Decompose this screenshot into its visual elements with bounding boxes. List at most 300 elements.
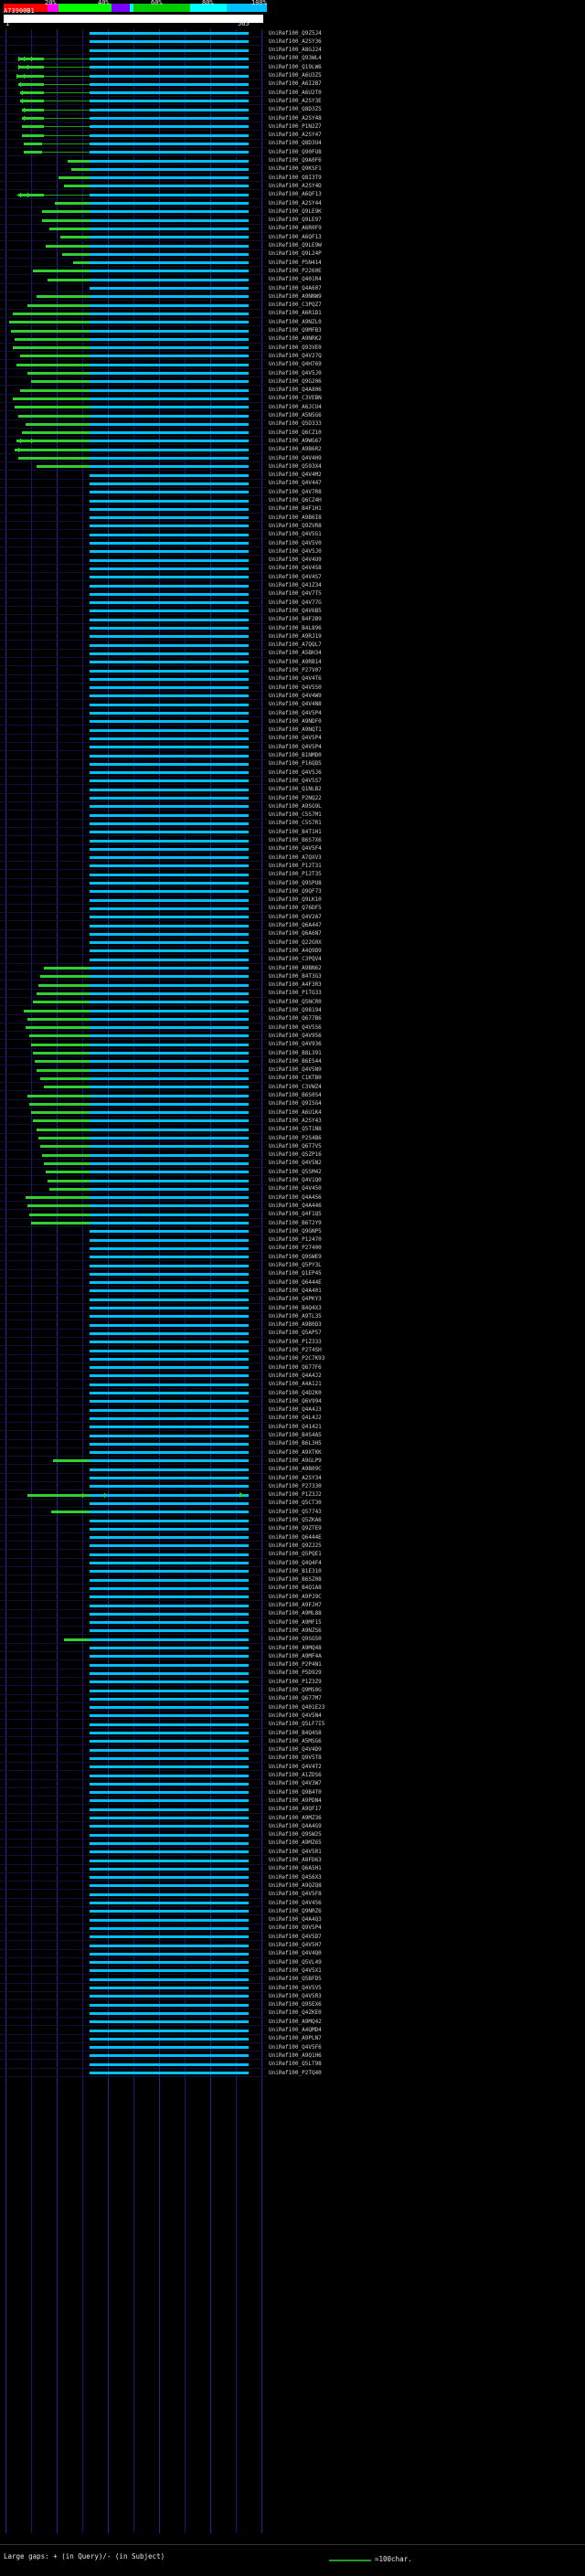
hit-label[interactable]: UniRef100_A9RJ19 (269, 632, 322, 640)
hsp-bar[interactable] (90, 75, 249, 78)
hsp-bar[interactable] (90, 1358, 249, 1361)
hsp-bar[interactable] (90, 168, 249, 171)
hsp-bar[interactable] (90, 176, 249, 179)
hit-label[interactable]: UniRef100_A9Q1H6 (269, 2051, 322, 2059)
hit-label[interactable]: UniRef100_Q4V4Q0 (269, 1950, 322, 1957)
hit-label[interactable]: UniRef100_A9MQ42 (269, 2018, 322, 2025)
hit-label[interactable]: UniRef100_Q9ZTE9 (269, 1525, 322, 1532)
hsp-bar[interactable] (90, 1392, 249, 1394)
hsp-bar[interactable] (90, 185, 249, 187)
hit-label[interactable]: UniRef100_A9FJH7 (269, 1602, 322, 1608)
hit-label[interactable]: UniRef100_Q90FU8 (269, 148, 322, 155)
hit-label[interactable]: UniRef100_Q6A447 (269, 922, 322, 928)
hit-label[interactable]: UniRef100_P2NQ22 (269, 794, 322, 801)
hit-label[interactable]: UniRef100_Q9ZJ25 (269, 1542, 322, 1549)
hsp-bar[interactable] (90, 91, 249, 94)
hit-label[interactable]: UniRef100_Q4V5S6 (269, 1023, 322, 1031)
hit-label[interactable]: UniRef100_Q5CT30 (269, 1500, 322, 1507)
hit-label[interactable]: UniRef100_A9MZ65 (269, 1839, 322, 1847)
hit-label[interactable]: UniRef100_Q9L24P (269, 250, 322, 258)
hsp-bar[interactable] (90, 143, 249, 145)
hit-label[interactable]: UniRef100_A4A121 (269, 1381, 322, 1388)
hit-label[interactable]: UniRef100_P16QD5 (269, 760, 322, 768)
hit-label[interactable]: UniRef100_Q9G206 (269, 377, 322, 385)
hit-label[interactable]: UniRef100_Q4V936 (269, 1041, 322, 1048)
hsp-bar[interactable] (90, 1860, 249, 1862)
hsp-bar[interactable] (90, 720, 249, 723)
hit-label[interactable]: UniRef100_B6L3H5 (269, 1440, 322, 1447)
hsp-bar[interactable] (90, 406, 249, 408)
hit-label[interactable]: UniRef100_Q4V5S0 (269, 684, 322, 691)
hit-label[interactable]: UniRef100_Q4V7R8 (269, 488, 322, 495)
hit-label[interactable]: UniRef100_Q5SM42 (269, 1168, 322, 1175)
hsp-bar[interactable] (90, 1910, 249, 1913)
hsp-bar[interactable] (90, 1086, 249, 1088)
hsp-bar[interactable] (90, 415, 249, 418)
hit-label[interactable]: UniRef100_P2P4N1 (269, 1661, 322, 1669)
hsp-bar[interactable] (90, 1485, 249, 1488)
hit-label[interactable]: UniRef100_Q4A607 (269, 284, 322, 292)
hsp-bar[interactable] (90, 1230, 249, 1233)
hsp-bar[interactable] (90, 1307, 249, 1309)
hsp-bar[interactable] (90, 941, 249, 944)
hsp-bar[interactable] (90, 210, 249, 213)
hit-label[interactable]: UniRef100_B1E310 (269, 1567, 322, 1574)
hsp-bar[interactable] (90, 1350, 249, 1352)
hit-label[interactable]: UniRef100_A9BN62 (269, 964, 322, 971)
hit-label[interactable]: UniRef100_A7QXV3 (269, 853, 322, 861)
hit-label[interactable]: UniRef100_B4Q4X3 (269, 1304, 322, 1311)
hit-label[interactable]: UniRef100_A5BH34 (269, 650, 322, 657)
hsp-bar[interactable] (90, 2063, 249, 2066)
hit-label[interactable]: UniRef100_Q5LF7I5 (269, 1721, 325, 1728)
hsp-bar[interactable] (90, 864, 249, 867)
hsp-bar[interactable] (90, 1664, 249, 1667)
hit-label[interactable]: UniRef100_Q4D2K0 (269, 1389, 322, 1396)
hit-label[interactable]: UniRef100_Q4A4Q3 (269, 1916, 322, 1924)
hsp-bar[interactable] (90, 644, 249, 647)
hsp-bar[interactable] (90, 635, 249, 638)
hsp-bar[interactable] (90, 1188, 249, 1191)
hit-label[interactable]: UniRef100_Q4V5J0 (269, 369, 322, 376)
hit-label[interactable]: UniRef100_Q19LW6 (269, 63, 322, 70)
hit-label[interactable]: UniRef100_P1Z3Z9 (269, 1678, 322, 1685)
hsp-bar[interactable] (90, 1324, 249, 1327)
hsp-bar[interactable] (90, 2004, 249, 2007)
hsp-bar[interactable] (90, 916, 249, 918)
hsp-bar[interactable] (90, 1111, 249, 1114)
hsp-bar[interactable] (90, 194, 249, 196)
hsp-bar[interactable] (90, 1289, 249, 1292)
hsp-bar[interactable] (90, 1553, 249, 1556)
hsp-bar[interactable] (90, 1095, 249, 1097)
hsp-bar[interactable] (90, 2046, 249, 2049)
hit-label[interactable]: UniRef100_Q5PY3L (269, 1262, 322, 1268)
hsp-bar[interactable] (90, 287, 249, 290)
hit-label[interactable]: UniRef100_B4F1H1 (269, 505, 322, 513)
hsp-bar[interactable] (90, 619, 249, 621)
hit-label[interactable]: UniRef100_B1NMD0 (269, 752, 322, 758)
hit-label[interactable]: UniRef100_B4F2B9 (269, 616, 322, 623)
hit-label[interactable]: UniRef100_A9MZ36 (269, 1814, 322, 1821)
hit-label[interactable]: UniRef100_Q4V4T6 (269, 675, 322, 683)
hit-label[interactable]: UniRef100_Q4V2A7 (269, 913, 322, 920)
hsp-bar[interactable] (90, 117, 249, 120)
hsp-bar[interactable] (90, 1791, 249, 1794)
hit-label[interactable]: UniRef100_A5MSG6 (269, 1737, 322, 1744)
hit-label[interactable]: UniRef100_P27V07 (269, 667, 322, 673)
hsp-bar[interactable] (90, 1435, 249, 1437)
hit-label[interactable]: UniRef100_Q9GNP5 (269, 1227, 322, 1235)
hit-label[interactable]: UniRef100_Q5BFD5 (269, 1976, 322, 1983)
hsp-bar[interactable] (90, 1281, 249, 1284)
hsp-bar[interactable] (90, 40, 249, 43)
hsp-bar[interactable] (90, 822, 249, 825)
hit-label[interactable]: UniRef100_B6ES44 (269, 1057, 322, 1065)
hit-label[interactable]: UniRef100_Q4V5J6 (269, 769, 322, 776)
hit-label[interactable]: UniRef100_A6U3Z5 (269, 72, 322, 79)
hit-label[interactable]: UniRef100_Q9SW25 (269, 1831, 322, 1839)
hit-label[interactable]: UniRef100_A9PDN4 (269, 1797, 322, 1804)
hit-label[interactable]: UniRef100_Q4A4J2 (269, 1372, 322, 1379)
hit-label[interactable]: UniRef100_Q6A5H1 (269, 1865, 322, 1872)
hsp-bar[interactable] (90, 1196, 249, 1199)
hit-label[interactable]: UniRef100_Q9SEX6 (269, 2001, 322, 2009)
hit-label[interactable]: UniRef100_Q9NRZ6 (269, 1907, 322, 1914)
hit-label[interactable]: UniRef100_A9RB14 (269, 658, 322, 665)
hit-label[interactable]: UniRef100_Q93VE0 (269, 344, 322, 351)
hit-label[interactable]: UniRef100_Q5VL49 (269, 1958, 322, 1966)
hit-label[interactable]: UniRef100_B4L896 (269, 624, 322, 631)
hsp-bar[interactable] (90, 1129, 249, 1131)
hsp-bar[interactable] (90, 686, 249, 689)
hsp-bar[interactable] (90, 1332, 249, 1335)
hit-label[interactable]: UniRef100_Q6CZ10 (269, 429, 322, 436)
hsp-bar[interactable] (90, 1817, 249, 1819)
hit-label[interactable]: UniRef100_Q4V5J0 (269, 547, 322, 555)
hsp-bar[interactable] (16, 75, 44, 78)
hsp-bar[interactable] (90, 1443, 249, 1446)
hit-label[interactable]: UniRef100_Q57743 (269, 1508, 322, 1515)
hit-label[interactable]: UniRef100_Q9V5T8 (269, 1754, 322, 1762)
hit-label[interactable]: UniRef100_A8GJ24 (269, 47, 322, 54)
hsp-bar[interactable] (90, 610, 249, 612)
hsp-bar[interactable] (90, 1647, 249, 1649)
hsp-bar[interactable] (90, 1034, 249, 1037)
hsp-bar[interactable] (90, 890, 249, 893)
hit-label[interactable]: UniRef100_Q4V5F8 (269, 1891, 322, 1898)
hsp-bar[interactable] (90, 1714, 249, 1717)
hsp-bar[interactable] (90, 1451, 249, 1454)
hit-label[interactable]: UniRef100_Q4V4W9 (269, 692, 322, 699)
hsp-bar[interactable] (90, 2038, 249, 2041)
hit-label[interactable]: UniRef100_Q4V5H7 (269, 1942, 322, 1948)
hit-label[interactable]: UniRef100_Q4V4S8 (269, 565, 322, 572)
hit-label[interactable]: UniRef100_P12T35 (269, 871, 322, 878)
hsp-bar[interactable] (90, 1477, 249, 1479)
hsp-bar[interactable] (90, 1706, 249, 1709)
hit-label[interactable]: UniRef100_Q4V77G (269, 599, 322, 606)
hsp-bar[interactable] (90, 1077, 249, 1080)
hit-label[interactable]: UniRef100_Q4V5N2 (269, 1160, 322, 1167)
hsp-bar[interactable] (90, 1757, 249, 1760)
hsp-bar[interactable] (90, 1145, 249, 1148)
hit-label[interactable]: UniRef100_Q4Q4F4 (269, 1559, 322, 1566)
hit-label[interactable]: UniRef100_P5N414 (269, 259, 322, 266)
hsp-bar[interactable] (90, 1961, 249, 1964)
hit-label[interactable]: UniRef100_Q401R4 (269, 276, 322, 283)
hsp-bar[interactable] (90, 779, 249, 782)
hsp-bar[interactable] (90, 364, 249, 366)
hsp-bar[interactable] (90, 1265, 249, 1267)
hsp-bar[interactable] (90, 1808, 249, 1811)
hit-label[interactable]: UniRef100_A2SY3E (269, 97, 322, 104)
hit-label[interactable]: UniRef100_Q9B4T0 (269, 1788, 322, 1796)
hsp-bar[interactable] (18, 83, 44, 86)
hit-label[interactable]: UniRef100_Q41Z34 (269, 582, 322, 588)
hsp-bar[interactable] (90, 1010, 249, 1012)
hit-label[interactable]: UniRef100_A9QF17 (269, 1806, 322, 1813)
hsp-bar[interactable] (90, 1570, 249, 1573)
hit-label[interactable]: UniRef100_A9B0D3 (269, 1321, 322, 1329)
hsp-bar[interactable] (90, 1520, 249, 1522)
hsp-bar[interactable] (90, 1239, 249, 1242)
hit-label[interactable]: UniRef100_Q6CZ4H (269, 497, 322, 504)
hit-label[interactable]: UniRef100_Q4A4G9 (269, 1822, 322, 1829)
hsp-bar[interactable] (90, 1069, 249, 1072)
hit-label[interactable]: UniRef100_Q5AP57 (269, 1330, 322, 1337)
hsp-bar[interactable] (90, 831, 249, 833)
hit-label[interactable]: UniRef100_C3PQV4 (269, 956, 322, 963)
hsp-bar[interactable] (90, 1740, 249, 1743)
hsp-bar[interactable] (90, 1945, 249, 1947)
hsp-bar[interactable] (90, 992, 249, 995)
hit-label[interactable]: UniRef100_A2SY36 (269, 37, 322, 45)
hit-label[interactable]: UniRef100_P1N2Z7 (269, 122, 322, 130)
hsp-bar[interactable] (90, 1315, 249, 1318)
hit-label[interactable]: UniRef100_A9MQ48 (269, 1644, 322, 1651)
hit-label[interactable]: UniRef100_P2C7K93 (269, 1355, 325, 1362)
hit-label[interactable]: UniRef100_Q4V5N4 (269, 1712, 322, 1719)
hit-label[interactable]: UniRef100_A9GLP9 (269, 1457, 322, 1464)
hsp-bar[interactable] (90, 1137, 249, 1140)
hsp-bar[interactable] (90, 1655, 249, 1658)
hsp-bar[interactable] (90, 338, 249, 341)
hit-label[interactable]: UniRef100_Q9KSF1 (269, 165, 322, 173)
hit-label[interactable]: UniRef100_P2S4B6 (269, 1134, 322, 1141)
hit-label[interactable]: UniRef100_P27330 (269, 1482, 322, 1489)
hsp-bar[interactable] (90, 270, 249, 272)
hit-label[interactable]: UniRef100_Q4V4M2 (269, 472, 322, 479)
hsp-bar[interactable] (90, 1374, 249, 1377)
hsp-bar[interactable] (90, 1222, 249, 1224)
hit-label[interactable]: UniRef100_A9NRK2 (269, 335, 322, 343)
hit-label[interactable]: UniRef100_P1Z3J2 (269, 1491, 322, 1499)
hit-label[interactable]: UniRef100_A6R0F9 (269, 225, 322, 232)
hit-label[interactable]: UniRef100_A9NZS6 (269, 1627, 322, 1634)
hit-label[interactable]: UniRef100_B4T3G3 (269, 972, 322, 980)
hit-label[interactable]: UniRef100_Q5PQE1 (269, 1551, 322, 1558)
hit-label[interactable]: UniRef100_A8FD63 (269, 1857, 322, 1863)
hsp-bar[interactable] (90, 1799, 249, 1802)
hsp-bar[interactable] (90, 1204, 249, 1207)
hit-label[interactable]: UniRef100_Q9A0F6 (269, 157, 322, 164)
hsp-bar[interactable] (90, 83, 249, 86)
hit-label[interactable]: UniRef100_P2260E (269, 267, 322, 274)
hsp-bar[interactable] (90, 431, 249, 434)
hit-label[interactable]: UniRef100_Q4V7T5 (269, 590, 322, 598)
hsp-bar[interactable] (90, 984, 249, 987)
hsp-bar[interactable] (90, 1052, 249, 1055)
hit-label[interactable]: UniRef100_Q76DF5 (269, 905, 322, 912)
hsp-bar[interactable] (90, 1680, 249, 1683)
hit-label[interactable]: UniRef100_A6U2T0 (269, 89, 322, 96)
hit-label[interactable]: UniRef100_A9ML88 (269, 1610, 322, 1617)
hit-label[interactable]: UniRef100_Q5ZKA6 (269, 1517, 322, 1523)
hsp-bar[interactable] (90, 1638, 249, 1641)
hsp-bar[interactable] (90, 236, 249, 239)
hit-label[interactable]: UniRef100_Q4V4H9 (269, 454, 322, 461)
hit-label[interactable]: UniRef100_A9QZQ8 (269, 1882, 322, 1889)
hit-label[interactable]: UniRef100_A6JCU4 (269, 403, 322, 410)
hsp-bar[interactable] (90, 1119, 249, 1122)
hsp-bar[interactable] (90, 704, 249, 706)
hsp-bar[interactable] (22, 125, 44, 128)
hit-label[interactable]: UniRef100_C3VEBN (269, 395, 322, 402)
hit-label[interactable]: UniRef100_A4QMD4 (269, 2027, 322, 2033)
hsp-bar[interactable] (90, 261, 249, 264)
hsp-bar[interactable] (90, 856, 249, 859)
hsp-bar[interactable] (90, 2072, 249, 2074)
hsp-bar[interactable] (90, 1060, 249, 1063)
hit-label[interactable]: UniRef100_A2SY47 (269, 132, 322, 139)
hsp-bar[interactable] (18, 194, 44, 196)
hit-label[interactable]: UniRef100_Q4V5D7 (269, 1933, 322, 1940)
hsp-bar[interactable] (90, 1417, 249, 1420)
hsp-bar[interactable] (90, 279, 249, 281)
hit-label[interactable]: UniRef100_P12470 (269, 1236, 322, 1244)
hsp-bar[interactable] (90, 2054, 249, 2057)
hit-label[interactable]: UniRef100_C5S7R1 (269, 820, 322, 827)
hsp-bar[interactable] (90, 1299, 249, 1301)
hsp-bar[interactable] (90, 398, 249, 400)
hit-label[interactable]: UniRef100_A1ZDS6 (269, 1772, 322, 1778)
hsp-bar[interactable] (90, 1868, 249, 1871)
hsp-bar[interactable] (90, 1902, 249, 1904)
hit-label[interactable]: UniRef100_A9NDF0 (269, 717, 322, 725)
hsp-bar[interactable] (90, 1732, 249, 1734)
hit-label[interactable]: UniRef100_B4Q1A8 (269, 1585, 322, 1592)
hsp-bar[interactable] (90, 670, 249, 673)
hit-label[interactable]: UniRef100_Q8D3U4 (269, 140, 322, 147)
hsp-bar[interactable] (90, 346, 249, 349)
hit-label[interactable]: UniRef100_Q6444E (269, 1278, 322, 1286)
hit-label[interactable]: UniRef100_A6QF13 (269, 191, 322, 198)
hsp-bar[interactable] (90, 1273, 249, 1276)
hit-label[interactable]: UniRef100_P12T31 (269, 862, 322, 869)
hsp-bar[interactable] (90, 1978, 249, 1981)
hsp-bar[interactable] (90, 1987, 249, 1989)
hit-label[interactable]: UniRef100_Q98194 (269, 1007, 322, 1013)
hsp-bar[interactable] (90, 457, 249, 460)
hsp-bar[interactable] (90, 151, 249, 154)
hsp-bar[interactable] (90, 295, 249, 298)
hsp-bar[interactable] (90, 321, 249, 323)
hit-label[interactable]: UniRef100_Q4A806 (269, 387, 322, 394)
hit-label[interactable]: UniRef100_A4Q9D9 (269, 947, 322, 954)
hsp-bar[interactable] (18, 66, 44, 69)
hsp-bar[interactable] (90, 2020, 249, 2023)
hsp-bar[interactable] (90, 1995, 249, 1998)
hit-label[interactable]: UniRef100_Q677M7 (269, 1695, 322, 1702)
hit-label[interactable]: UniRef100_A2SY43 (269, 1117, 322, 1124)
hsp-bar[interactable] (90, 848, 249, 851)
hsp-bar[interactable] (90, 1044, 249, 1046)
hsp-bar[interactable] (90, 1749, 249, 1752)
hit-label[interactable]: UniRef100_Q9LE9W (269, 242, 322, 249)
hsp-bar[interactable] (90, 372, 249, 375)
hit-label[interactable]: UniRef100_A4F3R3 (269, 981, 322, 989)
hit-label[interactable]: UniRef100_B6S7X6 (269, 837, 322, 843)
hit-label[interactable]: UniRef100_Q4V6B5 (269, 607, 322, 614)
hsp-bar[interactable] (90, 949, 249, 952)
hsp-bar[interactable] (90, 1587, 249, 1590)
hsp-bar[interactable] (90, 627, 249, 630)
hit-label[interactable]: UniRef100_A9B6R2 (269, 446, 322, 453)
hsp-bar[interactable] (90, 1969, 249, 1972)
hit-label[interactable]: UniRef100_A9WG67 (269, 437, 322, 444)
hit-label[interactable]: UniRef100_Q41421 (269, 1423, 322, 1430)
hsp-bar[interactable] (90, 1400, 249, 1403)
hsp-bar[interactable] (90, 1468, 249, 1471)
hit-label[interactable]: UniRef100_Q5LT98 (269, 2061, 322, 2068)
hit-label[interactable]: UniRef100_Q5D333 (269, 420, 322, 428)
hsp-bar[interactable] (90, 330, 249, 333)
hsp-bar[interactable] (90, 1672, 249, 1675)
hsp-bar[interactable] (90, 550, 249, 553)
hit-label[interactable]: UniRef100_Q9LE97 (269, 217, 322, 224)
hit-label[interactable]: UniRef100_B6S0S4 (269, 1092, 322, 1098)
hsp-bar[interactable] (90, 245, 249, 248)
hit-label[interactable]: UniRef100_Q677F6 (269, 1363, 322, 1371)
hit-label[interactable]: UniRef100_Q4V456 (269, 1899, 322, 1906)
hit-label[interactable]: UniRef100_P5D929 (269, 1670, 322, 1677)
hsp-bar[interactable] (90, 1783, 249, 1786)
hit-label[interactable]: UniRef100_Q4V5V5 (269, 1984, 322, 1991)
hsp-bar[interactable] (90, 1621, 249, 1624)
hsp-bar[interactable] (90, 1103, 249, 1106)
hsp-bar[interactable] (90, 1409, 249, 1412)
hit-label[interactable]: UniRef100_Q9MFB3 (269, 327, 322, 334)
hsp-bar[interactable] (90, 601, 249, 604)
hit-label[interactable]: UniRef100_Q4S6X3 (269, 1873, 322, 1881)
hit-label[interactable]: UniRef100_A2SY34 (269, 1474, 322, 1481)
hsp-bar[interactable] (90, 1366, 249, 1369)
hsp-bar[interactable] (90, 32, 249, 35)
hsp-bar[interactable] (90, 797, 249, 800)
hsp-bar[interactable] (90, 1026, 249, 1029)
hsp-bar[interactable] (90, 933, 249, 936)
hsp-bar[interactable] (90, 2012, 249, 2015)
hsp-bar[interactable] (90, 253, 249, 256)
hit-label[interactable]: UniRef100_A2SY4D (269, 182, 322, 189)
hsp-bar[interactable] (20, 91, 44, 94)
hsp-bar[interactable] (90, 440, 249, 442)
hsp-bar[interactable] (90, 737, 249, 740)
hit-label[interactable]: UniRef100_Q9QF73 (269, 887, 322, 895)
hit-label[interactable]: UniRef100_Q677B6 (269, 1015, 322, 1023)
hsp-bar[interactable] (90, 202, 249, 205)
